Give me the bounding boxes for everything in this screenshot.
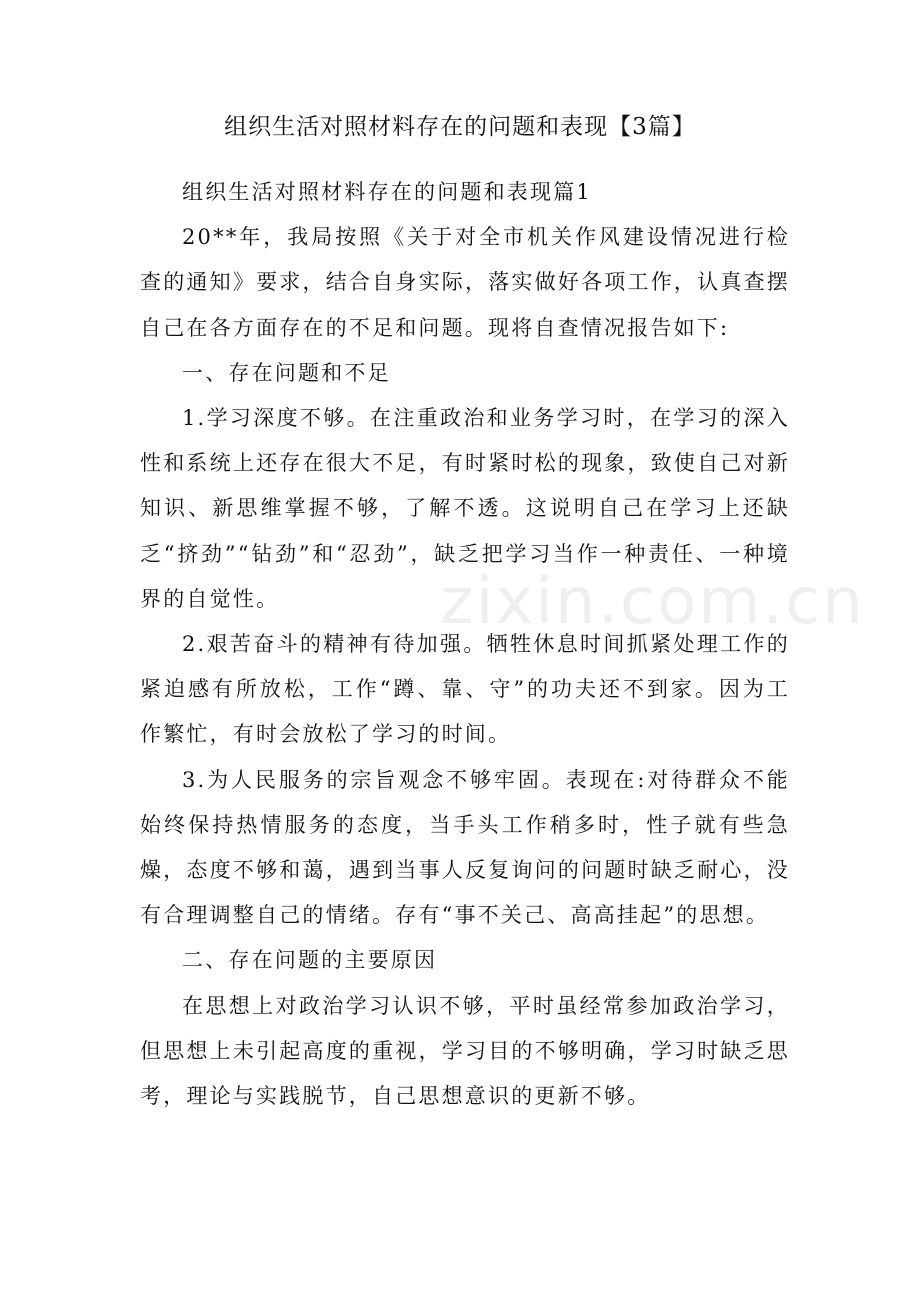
section-heading: 组织生活对照材料存在的问题和表现篇1 [182, 180, 592, 204]
body-paragraph: 在思想上对政治学习认识不够，平时虽经常参加政治学习，但思想上未引起高度的重视，学习目的不够明确，学习时缺乏思考，理论与实践脱节，自己思想意识的更新不够。 [140, 993, 790, 1109]
body-paragraph: 2.艰苦奋斗的精神有待加强。牺牲休息时间抓紧处理工作的紧迫感有所放松，工作“蹲、靠、守”的功夫还不到家。因为工作繁忙，有时会放松了学习的时间。 [140, 632, 790, 747]
body-paragraph: 3.为人民服务的宗旨观念不够牢固。表现在:对待群众不能始终保持热情服务的态度，当手头工作稍多时，性子就有些急燥，态度不够和蔼，遇到当事人反复询问的问题时缺乏耐心，没有合理调整自己的情绪。存有“事不关己、高高挂起”的思想。 [140, 767, 790, 928]
body-paragraph: 1.学习深度不够。在注重政治和业务学习时，在学习的深入性和系统上还存在很大不足，有时紧时松的现象，致使自己对新知识、新思维掌握不够，了解不透。这说明自己在学习上还缺乏“挤劲”“钻劲”和“忍劲”，缺乏把学习当作一种责任、一种境界的自觉性。 [140, 406, 790, 611]
document-title: 组织生活对照材料存在的问题和表现【3篇】 [224, 114, 696, 140]
watermark: zixin.com.cn [440, 565, 865, 639]
section-heading: 二、存在问题的主要原因 [182, 948, 438, 973]
body-paragraph: 20**年，我局按照《关于对全市机关作风建设情况进行检查的通知》要求，结合自身实际，落实做好各项工作，认真查摆自己在各方面存在的不足和问题。现将自查情况报告如下: [140, 225, 790, 340]
section-heading: 一、存在问题和不足 [182, 360, 391, 385]
document-body [140, 170, 790, 1119]
